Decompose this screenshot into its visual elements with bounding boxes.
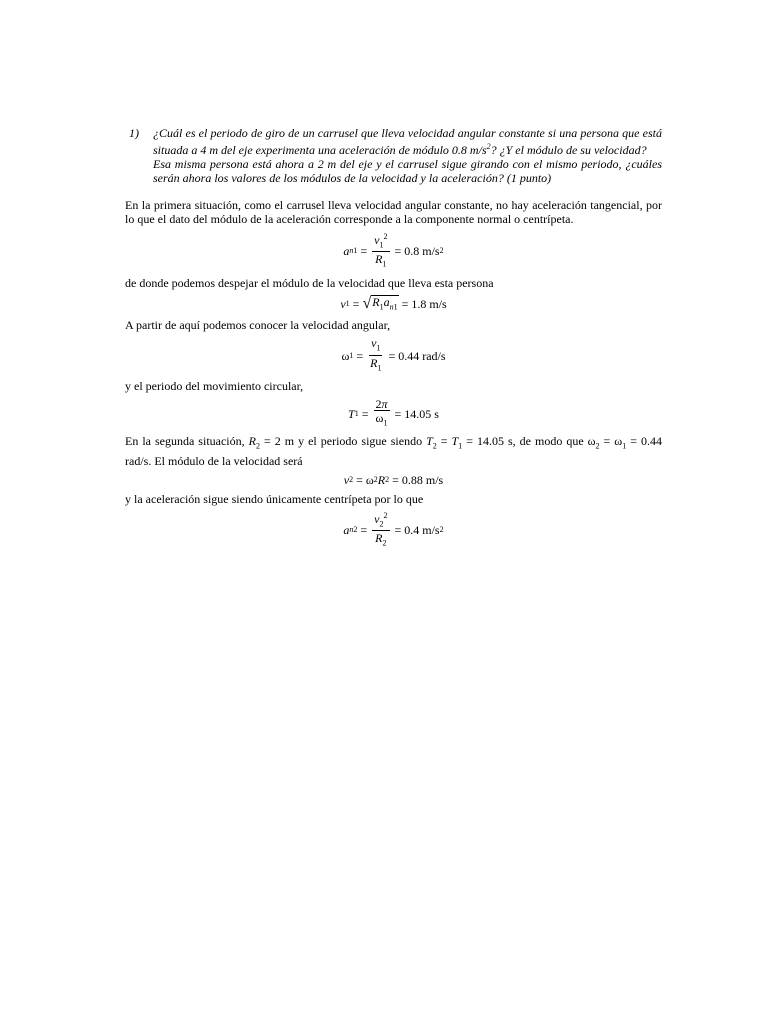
question-text xyxy=(153,126,662,185)
equation-normal-acceleration: a n1 = $\frac{v_1^2}{R_1}$ = 0.8 m/s 2 xyxy=(343,232,444,269)
question-number: 1) xyxy=(129,126,139,140)
paragraph-acceleration-intro: y la aceleración sigue siendo únicamente centrípeta por lo que xyxy=(125,491,424,506)
paragraph-angular-intro: A partir de aquí podemos conocer la velocidad angular, xyxy=(125,318,391,333)
paragraph-period-intro: y el periodo del movimiento circular, xyxy=(125,378,304,393)
paragraph-first-situation: En la primera situación, como el carrusel lleva velocidad angular constante, no hay aceleración tangencial, por lo que el dato del módulo de la aceleración corresponde a la componente normal o centrípeta. xyxy=(125,198,662,226)
question-line-2: Esa misma persona está ahora a 2 m del eje y el carrusel sigue girando con el mismo periodo, ¿cuáles serán ahora los valores de los módulos de la velocidad y la aceleración? (1 punto) xyxy=(153,157,662,185)
document-page xyxy=(125,126,662,555)
question-block xyxy=(125,126,662,185)
question-line-1: ¿Cuál es el periodo de giro de un carrusel que lleva velocidad angular constante si una persona que está situada a 4 m del eje experimenta una aceleración de módulo 0.8 $m/s^2$? ¿Y el módulo de su velocidad? xyxy=(153,126,662,157)
paragraph-velocity-intro: de donde podemos despejar el módulo de la velocidad que lleva esta persona xyxy=(125,275,494,290)
equation-acceleration-2: a n2 = $\frac{v_2^2}{R_2}$ = 0.4 m/s 2 xyxy=(343,510,444,548)
equation-velocity-2: v 2 = ω 2 R 2 = 0.88 m/s xyxy=(343,472,444,487)
equation-angular-velocity: ω 1 = $\frac{v_1}{R_1}$ = 0.44 rad/s xyxy=(341,336,446,372)
equation-velocity: v 1 = √ $R_1a_{n1}$ = 1.8 m/s xyxy=(340,294,447,312)
paragraph-second-situation: En la segunda situación, $R_2 = 2$ m y el periodo sigue siendo $T_2 = T_1 = 14.05$ s, de modo que $\omega_2 = \omega_1 = 0.44$ rad/s. El módulo de la velocidad será xyxy=(125,434,662,468)
equation-period: T 1 = $\frac{2\pi}{\omega_1}$ = 14.05 s xyxy=(348,396,439,428)
